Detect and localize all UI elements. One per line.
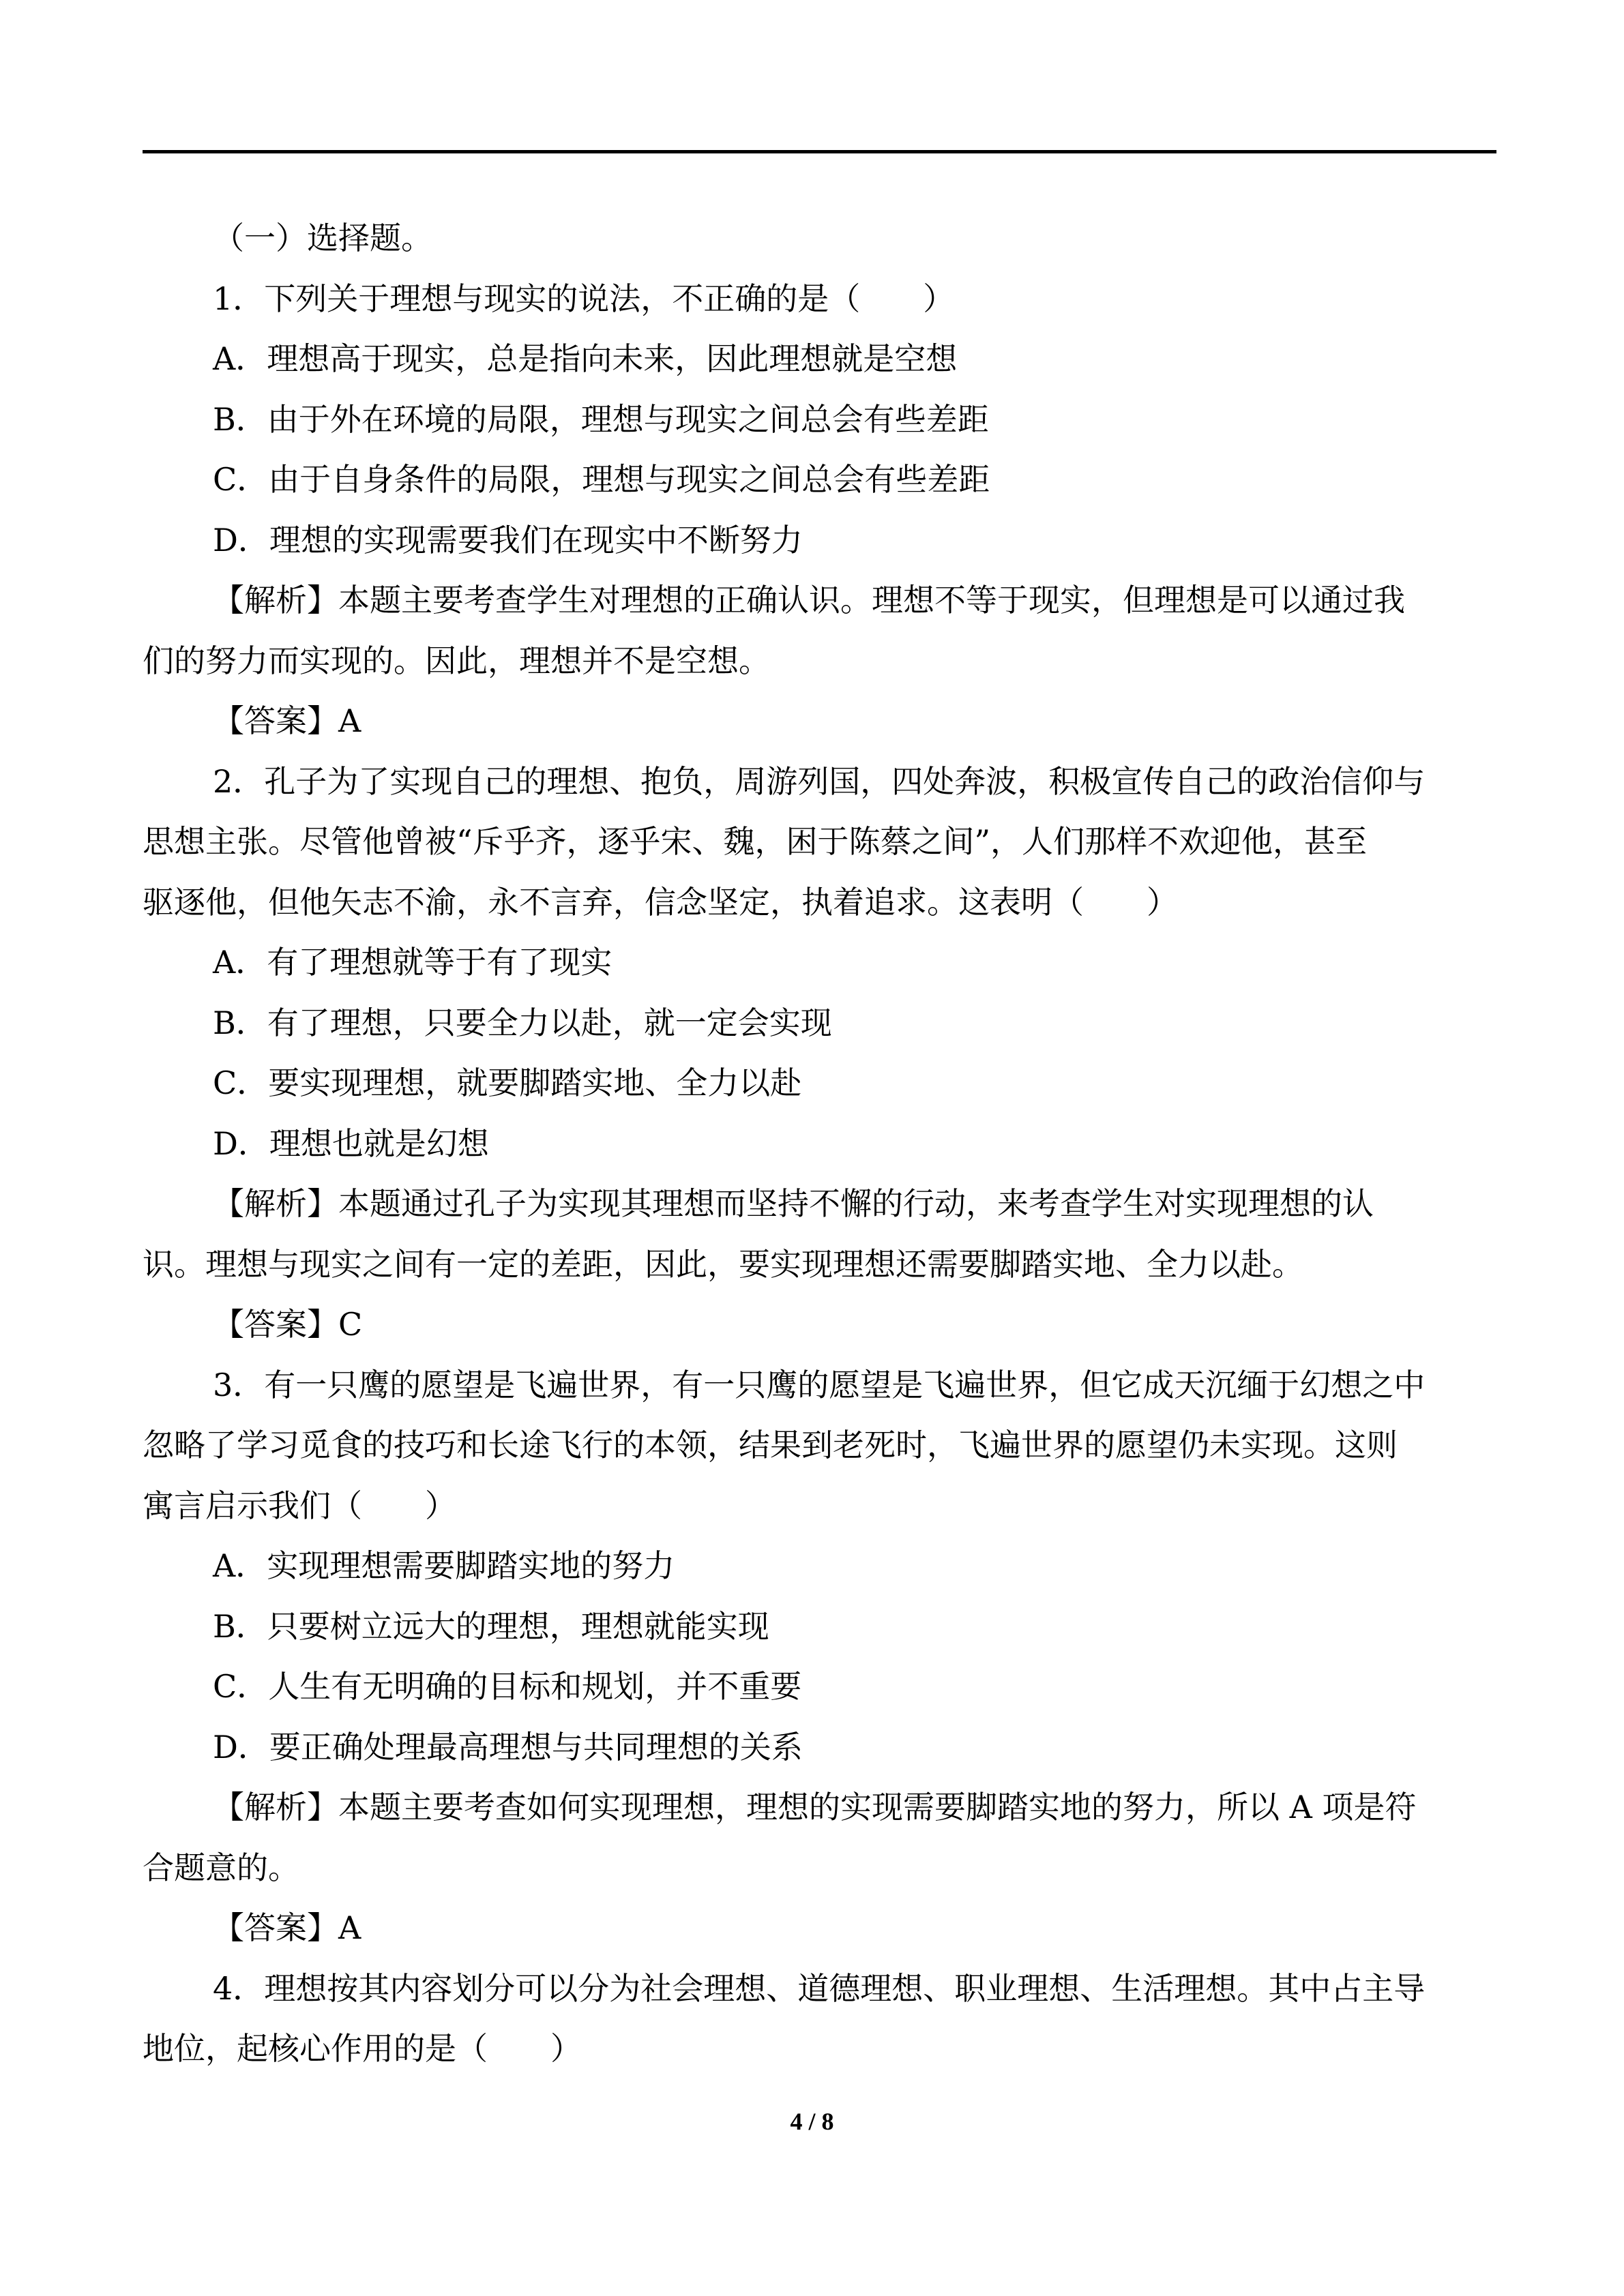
- question-4-stem: 4．理想按其内容划分可以分为社会理想、道德理想、职业理想、生活理想。其中占主导: [213, 1969, 1426, 2007]
- question-2-option-b: B．有了理想，只要全力以赴，就一定会实现: [213, 1004, 832, 1041]
- question-1-option-c: C．由于自身条件的局限，理想与现实之间总会有些差距: [213, 461, 990, 498]
- page-content: [143, 208, 1496, 2079]
- section-title: （一）选择题。: [213, 220, 432, 256]
- header-rule: [143, 150, 1496, 153]
- question-1-analysis-cont: 们的努力而实现的。因此，理想并不是空想。: [143, 642, 770, 679]
- question-2-stem-cont: 驱逐他，但他矢志不渝，永不言弃，信念坚定，执着追求。这表明（ ）: [143, 883, 1178, 921]
- question-4-stem-cont: 地位，起核心作用的是（ ）: [143, 2030, 582, 2067]
- question-3-stem-cont: 寓言启示我们（ ）: [143, 1487, 456, 1524]
- question-3-analysis-cont: 合题意的。: [143, 1849, 299, 1886]
- question-3-option-b: B．只要树立远大的理想，理想就能实现: [213, 1607, 769, 1645]
- page-number: 4 / 8: [790, 2108, 834, 2135]
- question-1-stem: 1．下列关于理想与现实的说法，不正确的是（ ）: [213, 280, 955, 317]
- question-1-option-a: A．理想高于现实，总是指向未来，因此理想就是空想: [213, 340, 958, 377]
- question-2-option-d: D．理想也就是幻想: [213, 1124, 489, 1162]
- question-1-answer: 【答案】A: [213, 702, 361, 739]
- question-2-analysis-cont: 识。理想与现实之间有一定的差距，因此，要实现理想还需要脚踏实地、全力以赴。: [143, 1245, 1303, 1283]
- question-1-option-b: B．由于外在环境的局限，理想与现实之间总会有些差距: [213, 400, 989, 438]
- question-2-stem-cont: 思想主张。尽管他曾被“斥乎齐，逐乎宋、魏，困于陈蔡之间”，人们那样不欢迎他，甚至: [143, 823, 1368, 860]
- question-3-option-a: A．实现理想需要脚踏实地的努力: [213, 1547, 675, 1584]
- question-1-analysis: 【解析】本题主要考查学生对理想的正确认识。理想不等于现实，但理想是可以通过我: [213, 582, 1405, 618]
- question-2-answer: 【答案】C: [213, 1306, 363, 1343]
- question-3-analysis: 【解析】本题主要考查如何实现理想，理想的实现需要脚踏实地的努力，所以 A 项是符: [213, 1789, 1417, 1825]
- question-3-option-d: D．要正确处理最高理想与共同理想的关系: [213, 1728, 803, 1765]
- question-2-option-a: A．有了理想就等于有了现实: [213, 944, 612, 981]
- question-3-stem: 3．有一只鹰的愿望是飞遍世界，有一只鹰的愿望是飞遍世界，但它成天沉缅于幻想之中: [213, 1366, 1426, 1403]
- question-3-stem-cont: 忽略了学习觅食的技巧和长途飞行的本领，结果到老死时，飞遍世界的愿望仍未实现。这则: [143, 1427, 1398, 1463]
- question-1-option-d: D．理想的实现需要我们在现实中不断努力: [213, 521, 803, 558]
- question-3-answer: 【答案】A: [213, 1909, 361, 1946]
- question-2-stem: 2．孔子为了实现自己的理想、抱负，周游列国，四处奔波，积极宣传自己的政治信仰与: [213, 762, 1426, 800]
- question-2-analysis: 【解析】本题通过孔子为实现其理想而坚持不懈的行动，来考查学生对实现理想的认: [213, 1185, 1374, 1222]
- question-2-option-c: C．要实现理想，就要脚踏实地、全力以赴: [213, 1064, 802, 1101]
- question-3-option-c: C．人生有无明确的目标和规划，并不重要: [213, 1668, 802, 1705]
